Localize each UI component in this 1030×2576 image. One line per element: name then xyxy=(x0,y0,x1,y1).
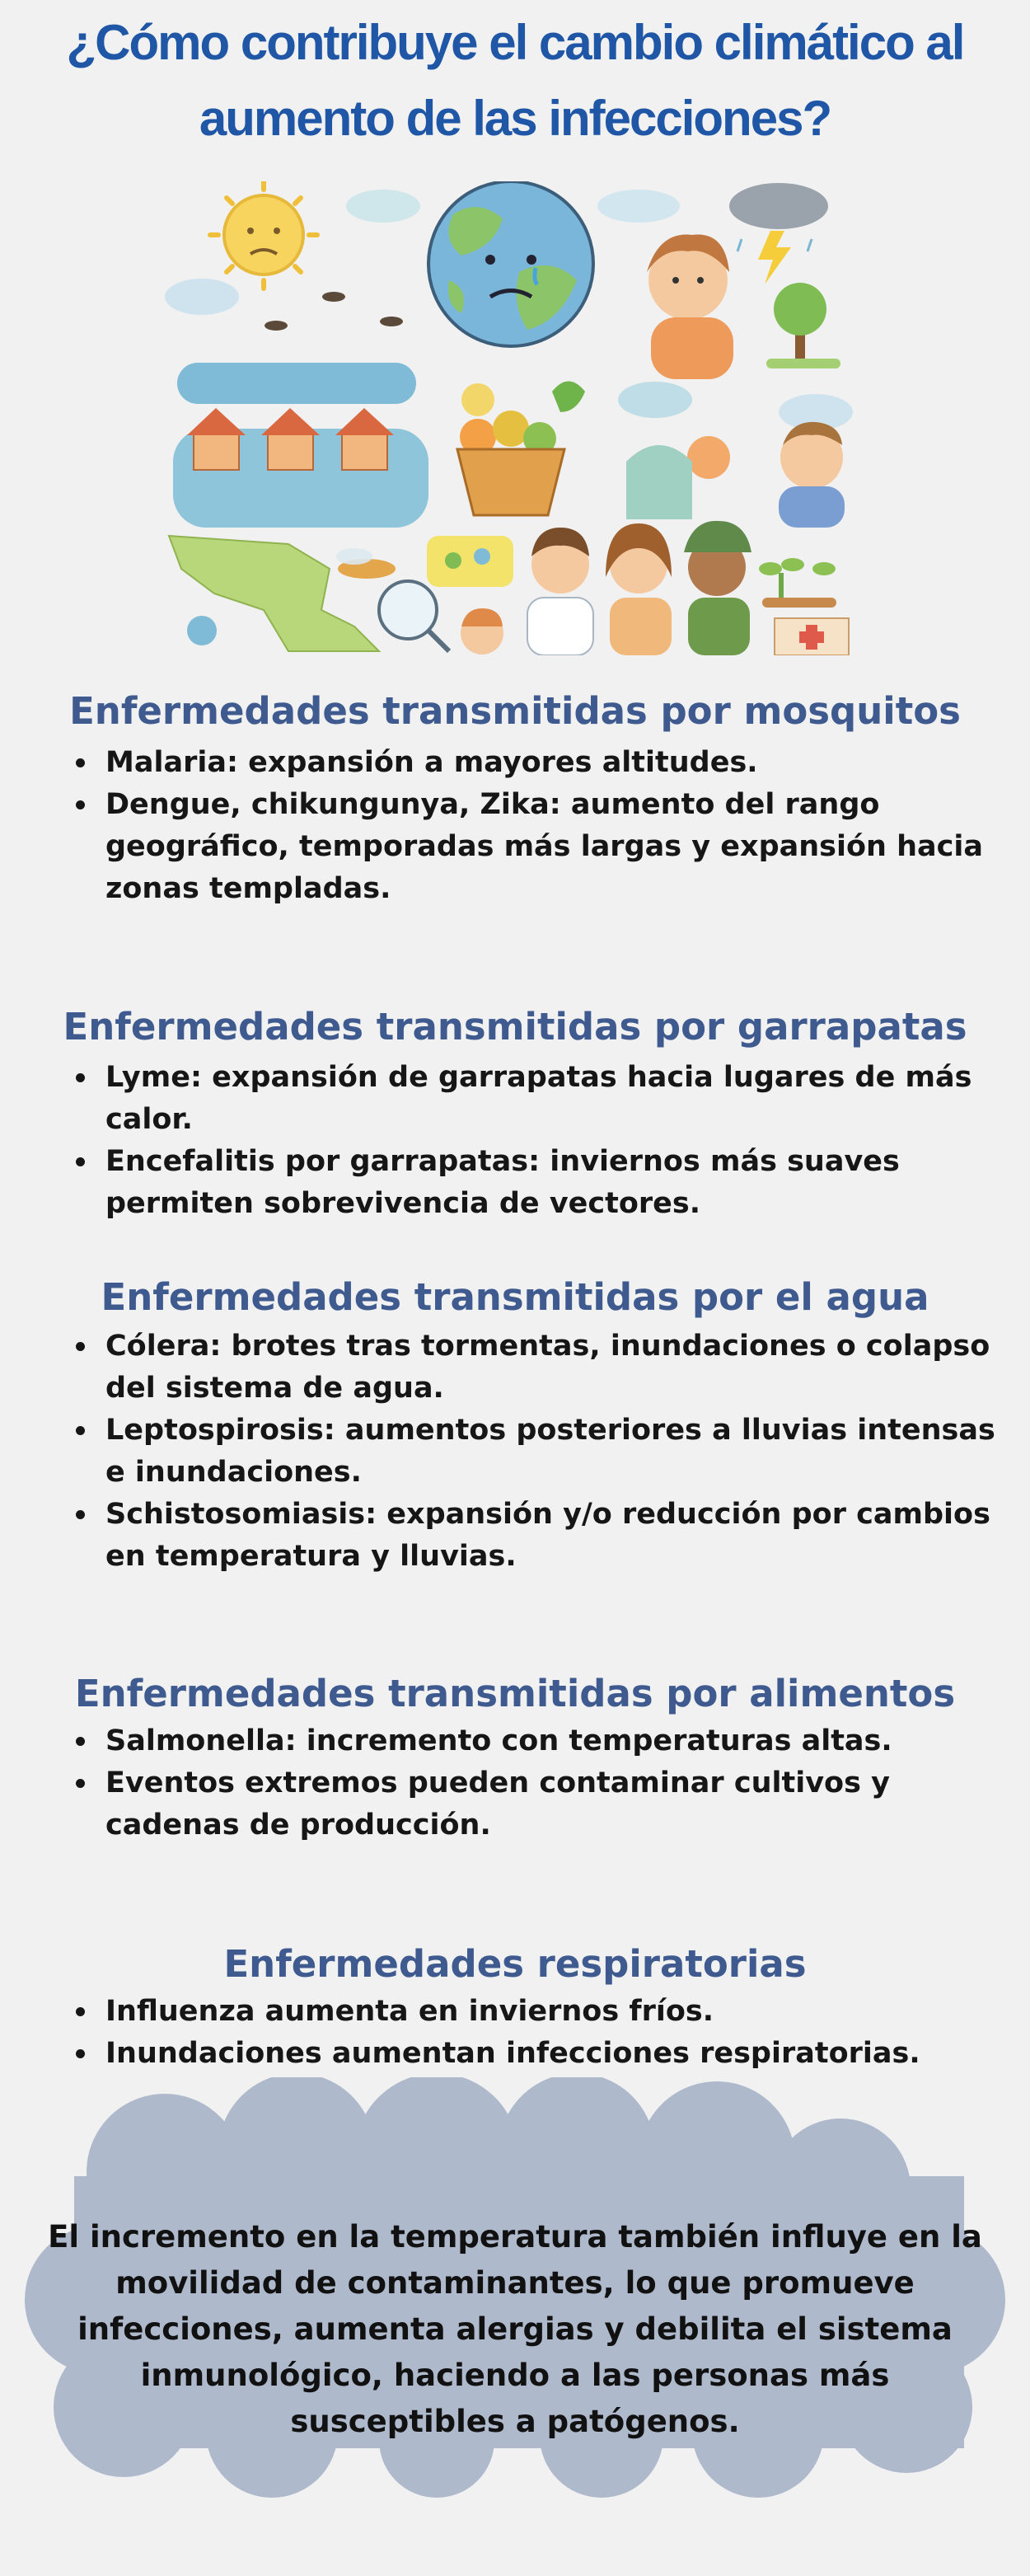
mosquitos-list xyxy=(69,742,1000,910)
woman-icon xyxy=(606,523,672,655)
sick-child-icon xyxy=(626,422,845,528)
page-title: ¿Cómo contribuye el cambio climático al aumento de las infecciones? xyxy=(66,15,964,146)
plant-icon xyxy=(759,558,836,608)
list-item: Eventos extremos pueden contaminar cultivos y cadenas de producción. xyxy=(69,1762,1000,1846)
storm-cloud-icon xyxy=(729,183,828,284)
list-item: Encefalitis por garrapatas: inviernos más suaves permiten sobrevivencia de vectores. xyxy=(69,1141,1000,1225)
fruit-basket-icon xyxy=(457,382,585,516)
respiratorias-list xyxy=(69,1991,1000,2075)
child-icon xyxy=(461,608,503,655)
list-item: Inundaciones aumentan infecciones respiratorias. xyxy=(69,2033,1000,2075)
list-item: Influenza aumenta en inviernos fríos. xyxy=(69,1991,1000,2033)
list-item: Schistosomiasis: expansión y/o reducción por cambios en temperatura y lluvias. xyxy=(69,1494,1000,1578)
section-heading-garrapatas: Enfermedades transmitidas por garrapatas xyxy=(63,1005,967,1049)
mosquito-icon xyxy=(265,292,403,331)
conclusion-text: El incremento en la temperatura también influye en la movilidad de contaminantes, lo que promueve infecciones, aumenta alergias y debilita el sistema inmunológico, haciendo a las personas más susceptibles a patógenos. xyxy=(48,2219,982,2439)
garrapatas-list xyxy=(69,1057,1000,1225)
sun-icon xyxy=(210,181,317,289)
section-heading-respiratorias: Enfermedades respiratorias xyxy=(223,1942,807,1986)
list-item: Dengue, chikungunya, Zika: aumento del rango geográfico, temporadas más largas y expansión hacia zonas templadas. xyxy=(69,784,1000,910)
section-heading-mosquitos: Enfermedades transmitidas por mosquitos xyxy=(69,689,961,733)
section-heading-alimentos: Enfermedades transmitidas por alimentos xyxy=(74,1672,956,1715)
climate-illustration xyxy=(165,181,857,655)
worker-icon xyxy=(684,521,751,655)
alimentos-list xyxy=(69,1720,1000,1846)
list-item: Lyme: expansión de garrapatas hacia lugares de más calor. xyxy=(69,1057,1000,1141)
houses-flood-icon xyxy=(173,363,428,528)
agua-list xyxy=(69,1326,1000,1578)
earth-icon xyxy=(428,181,593,346)
tree-icon xyxy=(766,283,840,368)
hospital-icon xyxy=(775,618,849,655)
doctor-icon xyxy=(527,528,593,655)
list-item: Leptospirosis: aumentos posteriores a lluvias intensas e inundaciones. xyxy=(69,1410,1000,1494)
sick-person-icon xyxy=(647,235,733,379)
list-item: Malaria: expansión a mayores altitudes. xyxy=(69,742,1000,784)
list-item: Salmonella: incremento con temperaturas altas. xyxy=(69,1720,1000,1762)
speech-bubble-icon xyxy=(427,536,513,587)
section-heading-agua: Enfermedades transmitidas por el agua xyxy=(101,1275,929,1319)
list-item: Cólera: brotes tras tormentas, inundaciones o colapso del sistema de agua. xyxy=(69,1326,1000,1410)
